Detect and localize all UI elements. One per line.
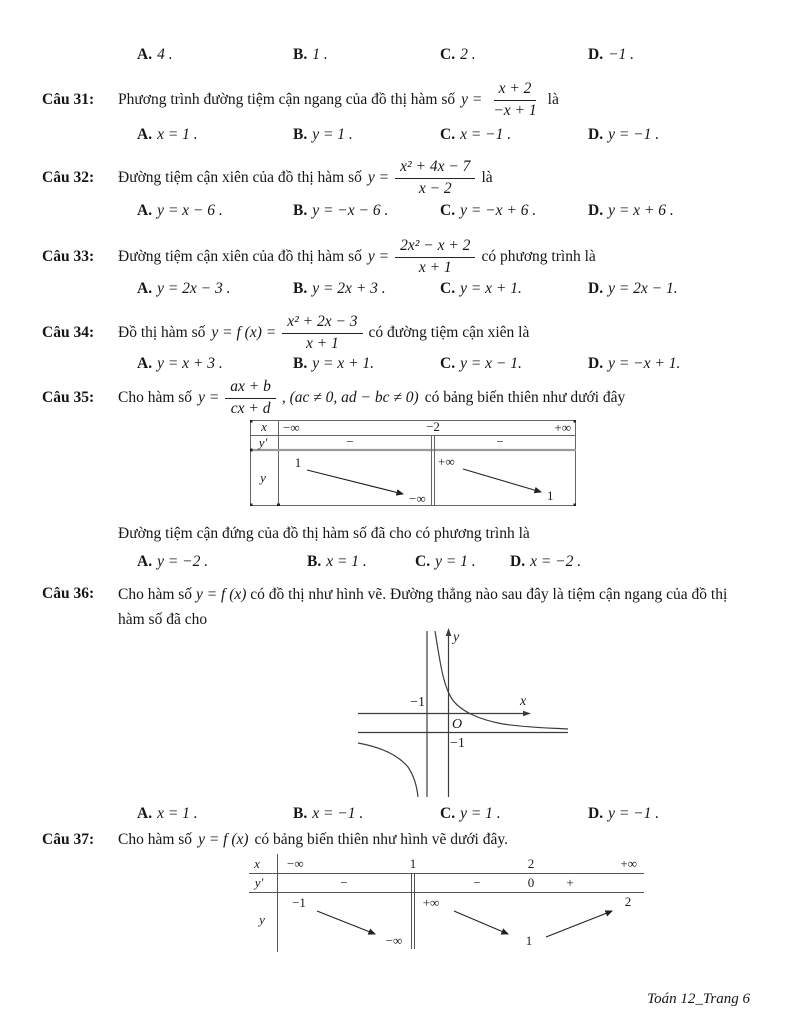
page-footer: Toán 12_Trang 6 <box>647 991 750 1007</box>
option-value: x = −2 . <box>530 553 582 570</box>
option-letter: D. <box>588 46 604 63</box>
fraction-numerator: x + 2 <box>494 80 537 101</box>
fraction <box>225 378 276 418</box>
math-lhs: y = <box>198 388 220 406</box>
option-c <box>440 353 522 375</box>
option-letter: A. <box>137 553 153 570</box>
option-value: 2 . <box>460 46 476 63</box>
fraction-numerator: x² + 2x − 3 <box>282 313 362 334</box>
question-35-number: Câu 35: <box>42 388 95 406</box>
option-a <box>137 44 173 66</box>
y-axis-arrow <box>446 628 452 636</box>
question-32-text: Đường tiệm cận xiên của đồ thị hàm số <box>118 168 362 186</box>
option-letter: A. <box>137 126 153 143</box>
option-value: −1 . <box>608 46 635 63</box>
option-value: x = 1 . <box>157 805 198 822</box>
x-value: +∞ <box>554 420 571 435</box>
option-letter: C. <box>440 355 456 372</box>
fraction-numerator: 2x² − x + 2 <box>395 237 475 258</box>
option-letter: B. <box>293 355 308 372</box>
option-letter: D. <box>588 280 604 297</box>
question-32-number: Câu 32: <box>42 168 95 186</box>
option-letter: B. <box>293 202 308 219</box>
question-35-subtext: Đường tiệm cận đứng của đồ thị hàm số đã cho có phương trình là <box>118 525 530 542</box>
table-row-x-label: x <box>254 856 260 871</box>
option-d <box>588 200 674 222</box>
x-value: −∞ <box>287 856 304 871</box>
option-letter: B. <box>307 553 322 570</box>
option-a <box>137 124 198 146</box>
option-b <box>293 44 328 66</box>
option-letter: D. <box>588 202 604 219</box>
option-b <box>307 551 367 573</box>
question-31-number: Câu 31: <box>42 90 95 108</box>
option-letter: A. <box>137 805 153 822</box>
x-axis-arrow <box>523 711 531 717</box>
option-letter: D. <box>588 126 604 143</box>
question-33-number: Câu 33: <box>42 247 95 265</box>
y-value: −∞ <box>409 491 426 506</box>
y-value: 2 <box>624 894 632 909</box>
option-c <box>440 124 511 146</box>
y-tick-minus1: −1 <box>450 736 465 751</box>
option-value: y = −2 . <box>157 553 209 570</box>
option-letter: A. <box>137 46 153 63</box>
y-axis-label: y <box>453 630 460 645</box>
option-b <box>293 353 374 375</box>
option-a <box>137 200 223 222</box>
option-value: y = 1 . <box>312 126 353 143</box>
prev-question-options <box>42 44 750 66</box>
question-33 <box>42 233 596 281</box>
math-lhs: y = <box>367 168 390 186</box>
question-34-text: Đồ thị hàm số <box>118 323 206 341</box>
fraction-numerator: x² + 4x − 7 <box>395 158 475 179</box>
option-b <box>293 200 388 222</box>
option-b <box>293 124 353 146</box>
question-32-options <box>42 200 750 222</box>
option-value: y = 2x − 3 . <box>157 280 231 297</box>
math-lhs: y = f (x) = <box>211 323 277 341</box>
math-function: y = f (x) <box>195 586 247 603</box>
option-d <box>588 124 659 146</box>
question-33-text-after: có phương trình là <box>481 247 596 265</box>
option-value: y = x + 1. <box>460 280 522 297</box>
question-32-text-after: là <box>481 168 493 186</box>
option-letter: C. <box>440 805 456 822</box>
question-37-number: Câu 37: <box>42 830 95 848</box>
option-d <box>588 803 659 825</box>
y-value: 1 <box>547 488 554 503</box>
question-37-text-after: có bảng biến thiên như hình vẽ dưới đây. <box>254 830 508 848</box>
option-value: y = x + 1. <box>312 355 375 372</box>
option-value: y = −x − 6 . <box>312 202 389 219</box>
option-value: y = −x + 1. <box>608 355 681 372</box>
x-value: 2 <box>527 856 535 871</box>
option-letter: B. <box>293 126 308 143</box>
fraction-denominator: x − 2 <box>418 179 452 197</box>
text: có đồ thị như hình vẽ. Đường thẳng nào sau đây là tiệm cận ngang của đồ thị <box>250 586 728 603</box>
option-value: y = 2x − 1. <box>608 280 678 297</box>
question-36-options <box>42 803 750 825</box>
option-letter: A. <box>137 202 153 219</box>
x-value: 1 <box>409 856 417 871</box>
math-function: y = f (x) <box>198 830 249 848</box>
question-36-text <box>118 585 754 605</box>
question-31 <box>42 76 559 124</box>
option-c <box>440 44 476 66</box>
option-a <box>137 278 231 300</box>
option-value: x = 1 . <box>157 126 198 143</box>
option-value: y = x − 1. <box>460 355 522 372</box>
arrow-down <box>454 911 508 934</box>
y-value: +∞ <box>438 454 455 469</box>
option-value: y = −1 . <box>608 805 660 822</box>
function-graph-q36 <box>350 627 576 799</box>
question-34 <box>42 309 529 357</box>
question-31-text-after: là <box>547 90 559 108</box>
x-axis-label: x <box>520 694 527 709</box>
option-value: 1 . <box>312 46 328 63</box>
option-a <box>137 551 208 573</box>
x-value: −2 <box>426 420 440 434</box>
option-value: x = −1 . <box>312 805 364 822</box>
y-value: 1 <box>525 933 533 948</box>
question-34-text-after: có đường tiệm cận xiên là <box>368 323 530 341</box>
sign: − <box>473 875 481 890</box>
arrow-down <box>317 911 375 934</box>
sign: + <box>566 875 574 890</box>
option-c <box>440 803 501 825</box>
origin-label: O <box>452 717 463 732</box>
option-value: y = x − 6 . <box>157 202 223 219</box>
fraction-denominator: x + 1 <box>418 258 452 276</box>
fraction <box>395 158 475 198</box>
table-row-yprime-label: y′ <box>254 875 264 890</box>
option-d <box>588 353 680 375</box>
sign: 0 <box>527 875 535 890</box>
arrow-down <box>307 470 403 494</box>
y-value: 1 <box>294 455 302 470</box>
variation-table-q37 <box>224 854 644 952</box>
option-letter: C. <box>440 202 456 219</box>
option-letter: A. <box>137 355 153 372</box>
math-condition: , (ac ≠ 0, ad − bc ≠ 0) <box>281 388 419 406</box>
option-c <box>415 551 476 573</box>
question-35-text-after: có bảng biến thiên như dưới đây <box>424 388 626 406</box>
option-letter: C. <box>440 46 456 63</box>
option-value: y = −1 . <box>608 126 660 143</box>
x-tick-minus1: −1 <box>410 695 425 710</box>
table-row-x-label: x <box>261 420 267 434</box>
option-letter: D. <box>510 553 526 570</box>
option-value: y = 1 . <box>460 805 501 822</box>
option-b <box>293 278 386 300</box>
sign: − <box>346 434 354 449</box>
option-letter: C. <box>415 553 431 570</box>
option-a <box>137 803 198 825</box>
sign: − <box>496 434 504 449</box>
x-value: −∞ <box>283 420 300 435</box>
option-d <box>588 278 678 300</box>
question-33-text: Đường tiệm cận xiên của đồ thị hàm số <box>118 247 362 265</box>
math-lhs: y = <box>367 247 390 265</box>
question-31-options <box>42 124 750 146</box>
question-33-options <box>42 278 750 300</box>
fraction-denominator: −x + 1 <box>493 101 537 119</box>
question-37-text: Cho hàm số <box>118 830 193 848</box>
option-d <box>588 44 634 66</box>
option-value: y = x + 3 . <box>157 355 223 372</box>
fraction-denominator: x + 1 <box>305 334 339 352</box>
option-b <box>293 803 363 825</box>
question-35-options <box>42 551 750 573</box>
option-letter: C. <box>440 126 456 143</box>
table-row-y-label: y <box>259 912 265 927</box>
question-34-options <box>42 353 750 375</box>
option-value: y = 1 . <box>435 553 476 570</box>
option-value: x = −1 . <box>460 126 512 143</box>
question-35-text: Cho hàm số <box>118 388 193 406</box>
option-value: y = −x + 6 . <box>460 202 537 219</box>
question-32 <box>42 154 493 202</box>
y-value: −∞ <box>385 933 403 948</box>
option-d <box>510 551 581 573</box>
question-35 <box>42 374 625 422</box>
table-row-yprime-label: y′ <box>258 435 268 450</box>
arrow-down <box>463 469 541 492</box>
table-row-y-label: y <box>260 470 266 485</box>
curve-branch-upper <box>435 631 568 729</box>
y-value: −1 <box>292 895 306 910</box>
question-37 <box>42 829 508 851</box>
question-31-text: Phương trình đường tiệm cận ngang của đồ thị hàm số <box>118 90 456 108</box>
x-value: +∞ <box>620 856 637 871</box>
option-letter: C. <box>440 280 456 297</box>
sign: − <box>340 875 348 890</box>
option-c <box>440 200 536 222</box>
math-lhs: y = <box>461 90 483 108</box>
variation-table-q35 <box>250 420 576 506</box>
option-letter: D. <box>588 805 604 822</box>
text: Cho hàm số <box>118 586 193 603</box>
curve-branch-lower <box>358 743 418 797</box>
option-letter: B. <box>293 46 308 63</box>
option-letter: A. <box>137 280 153 297</box>
option-letter: B. <box>293 280 308 297</box>
fraction <box>395 237 475 277</box>
option-value: y = 2x + 3 . <box>312 280 386 297</box>
option-c <box>440 278 522 300</box>
fraction-numerator: ax + b <box>225 378 276 399</box>
option-value: y = x + 6 . <box>608 202 674 219</box>
y-value: +∞ <box>422 895 440 910</box>
fraction-denominator: cx + d <box>230 399 271 417</box>
option-letter: B. <box>293 805 308 822</box>
fraction <box>282 313 362 353</box>
question-36-number: Câu 36: <box>42 585 95 602</box>
question-36-text-line2: hàm số đã cho <box>118 611 208 628</box>
question-34-number: Câu 34: <box>42 323 95 341</box>
option-a <box>137 353 223 375</box>
option-value: x = 1 . <box>326 553 367 570</box>
option-value: 4 . <box>157 46 173 63</box>
option-letter: D. <box>588 355 604 372</box>
arrow-up <box>546 911 612 937</box>
fraction <box>488 80 541 120</box>
